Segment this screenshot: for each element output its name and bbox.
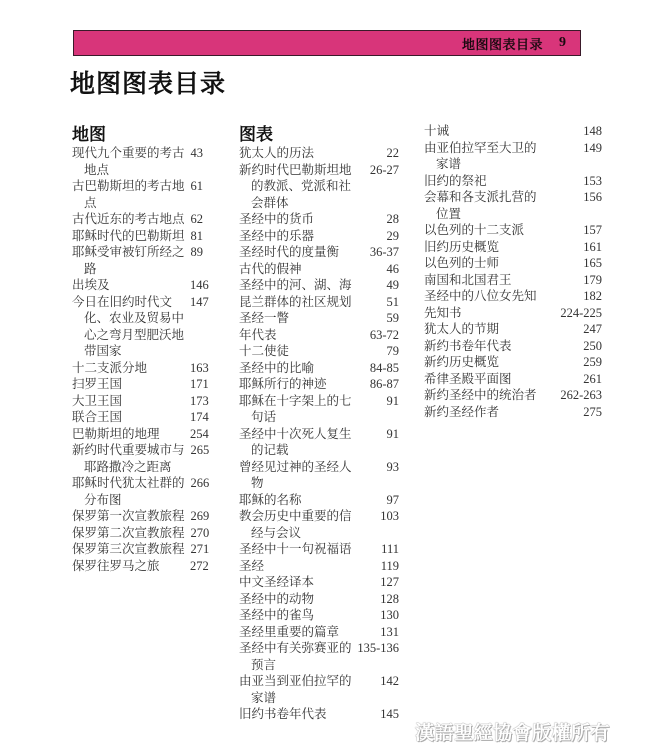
charts-list xyxy=(239,145,399,723)
toc-entry[interactable] xyxy=(72,475,222,508)
entry-title xyxy=(72,376,184,393)
toc-entry[interactable] xyxy=(239,211,399,228)
entry-title xyxy=(239,558,345,575)
entry-title-line: 圣经里重要的篇章 xyxy=(239,623,340,639)
entry-page-number: 79 xyxy=(386,344,399,358)
entry-page-number: 103 xyxy=(380,509,399,523)
entry-page-number: 49 xyxy=(386,278,399,292)
toc-entry[interactable] xyxy=(424,404,602,421)
entry-title-line: 古代的假神 xyxy=(239,260,302,276)
entry-title-line: 圣经一瞥 xyxy=(239,310,290,325)
toc-entry[interactable] xyxy=(239,343,399,360)
entry-page-number: 51 xyxy=(386,294,399,309)
toc-entry[interactable] xyxy=(239,376,399,393)
entry-title-line: 会群体 xyxy=(251,194,289,210)
entry-title-line: 耶稣的名称 xyxy=(239,491,302,507)
entry-title xyxy=(72,393,184,410)
toc-entry[interactable] xyxy=(424,222,602,239)
entry-title-line: 圣经中的河、湖、海 xyxy=(239,277,352,292)
entry-title-line: 旧约的祭祀 xyxy=(424,172,487,188)
toc-entry[interactable] xyxy=(72,376,222,393)
entry-title xyxy=(424,321,542,338)
entry-title xyxy=(239,426,352,459)
entry-page-number: 156 xyxy=(583,190,602,204)
toc-entry[interactable] xyxy=(424,288,602,305)
entry-title-line: 新约圣经作者 xyxy=(424,403,500,419)
entry-page-number: 262-263 xyxy=(560,388,602,402)
entry-page-number: 275 xyxy=(583,404,602,419)
entry-title-line: 带国家 xyxy=(84,343,122,358)
toc-entry[interactable] xyxy=(239,426,399,459)
maps-list xyxy=(72,145,222,574)
entry-page-number: 131 xyxy=(380,624,399,639)
entry-page-number: 119 xyxy=(380,558,399,573)
entry-title xyxy=(239,607,345,624)
entry-page-number: 269 xyxy=(190,509,210,523)
entry-title-line: 保罗第三次宣教旅程 xyxy=(72,541,185,556)
toc-entry[interactable] xyxy=(239,558,399,575)
entry-page-number: 165 xyxy=(583,256,602,270)
entry-page-number: 28 xyxy=(386,212,399,226)
entry-title-line: 路 xyxy=(84,260,97,276)
entry-title xyxy=(239,508,352,541)
toc-entry[interactable] xyxy=(239,393,399,426)
entry-title xyxy=(239,673,352,706)
entry-page-number: 128 xyxy=(380,591,399,606)
toc-entry[interactable] xyxy=(424,354,602,371)
toc-entry[interactable] xyxy=(72,508,222,525)
entry-title-line: 联合王国 xyxy=(72,409,123,424)
entry-page-number: 142 xyxy=(380,674,399,688)
entry-title xyxy=(239,459,352,492)
entry-title-line: 先知书 xyxy=(424,304,462,320)
entry-page-number: 147 xyxy=(190,294,209,309)
entry-title-line: 耶稣时代犹太社群的 xyxy=(72,475,185,490)
entry-title-line: 十二支派分地 xyxy=(72,359,148,375)
entry-title-line: 圣经中的乐器 xyxy=(239,227,315,243)
entry-page-number: 63-72 xyxy=(369,327,399,342)
entry-page-number: 271 xyxy=(190,542,210,556)
entry-title xyxy=(72,409,184,426)
entry-title-line: 新约历史概览 xyxy=(424,354,500,369)
toc-entry[interactable] xyxy=(239,228,399,245)
entry-title xyxy=(424,338,542,355)
entry-page-number: 84-85 xyxy=(369,360,399,375)
toc-entry[interactable] xyxy=(239,459,399,492)
entry-title xyxy=(72,508,185,525)
charts-continued-column xyxy=(424,123,602,420)
toc-entry[interactable] xyxy=(239,244,399,261)
entry-title-line: 预言 xyxy=(251,656,277,672)
entry-page-number: 261 xyxy=(583,371,602,386)
entry-title-line: 圣经 xyxy=(239,557,265,573)
entry-title-line: 经与会议 xyxy=(251,524,302,540)
toc-entry[interactable] xyxy=(72,211,222,228)
entry-title-line: 耶稣时代的巴勒斯坦 xyxy=(72,227,185,243)
charts-continued-list xyxy=(424,123,602,420)
entry-title xyxy=(239,244,345,261)
toc-entry[interactable] xyxy=(239,591,399,608)
entry-title-line: 昆兰群体的社区规划 xyxy=(239,293,352,309)
entry-title-line: 犹太人的节期 xyxy=(424,321,500,336)
entry-page-number: 157 xyxy=(583,223,602,237)
maps-heading: 地图 xyxy=(72,125,106,145)
entry-page-number: 93 xyxy=(386,459,399,474)
entry-title-line: 耶稣在十字架上的七 xyxy=(239,392,352,408)
toc-entry[interactable] xyxy=(239,294,399,311)
entry-page-number: 224-225 xyxy=(560,305,602,320)
entry-title xyxy=(239,310,345,327)
toc-entry[interactable] xyxy=(239,508,399,541)
entry-page-number: 259 xyxy=(583,355,602,369)
entry-title xyxy=(424,371,542,388)
entry-title-line: 中文圣经译本 xyxy=(239,574,315,589)
entry-title xyxy=(424,123,542,140)
entry-title-line: 会幕和各支派扎营的 xyxy=(424,189,537,204)
entry-title xyxy=(239,591,345,608)
entry-title-line: 新约圣经中的统治者 xyxy=(424,387,537,402)
entry-title xyxy=(239,706,345,723)
toc-entry[interactable] xyxy=(424,189,602,222)
entry-title-line: 曾经见过神的圣经人 xyxy=(239,458,352,474)
entry-title xyxy=(72,558,184,575)
toc-entry[interactable] xyxy=(72,277,222,294)
charts-column xyxy=(239,124,399,723)
toc-entry[interactable] xyxy=(424,371,602,388)
entry-page-number: 171 xyxy=(190,377,209,391)
toc-entry[interactable] xyxy=(239,541,399,558)
entry-title xyxy=(72,426,184,443)
entry-title xyxy=(72,294,184,360)
entry-title-line: 大卫王国 xyxy=(72,392,123,408)
toc-entry[interactable] xyxy=(239,574,399,591)
entry-title-line: 耶稣受审被钉所经之 xyxy=(72,244,185,259)
entry-page-number: 61 xyxy=(190,179,204,193)
entry-title xyxy=(72,277,184,294)
entry-page-number: 111 xyxy=(381,542,399,556)
toc-entry[interactable] xyxy=(239,277,399,294)
entry-page-number: 182 xyxy=(583,289,602,303)
toc-entry[interactable] xyxy=(424,255,602,272)
entry-title xyxy=(424,222,542,239)
toc-entry[interactable] xyxy=(72,409,222,426)
entry-page-number: 161 xyxy=(583,239,602,254)
entry-title-line: 年代表 xyxy=(239,326,277,342)
entry-title xyxy=(239,624,345,641)
entry-title xyxy=(424,255,542,272)
entry-title xyxy=(239,640,352,673)
entry-page-number: 272 xyxy=(190,558,209,573)
entry-page-number: 266 xyxy=(190,476,210,490)
toc-entry[interactable] xyxy=(424,140,602,173)
entry-title-line: 圣经中的比喻 xyxy=(239,359,315,375)
toc-entry[interactable] xyxy=(72,244,222,277)
toc-entry[interactable] xyxy=(239,607,399,624)
entry-title-line: 圣经中的八位女先知 xyxy=(424,288,537,303)
entry-title-line: 古代近东的考古地点 xyxy=(72,211,185,226)
entry-page-number: 173 xyxy=(190,393,209,408)
entry-title-line: 保罗第一次宣教旅程 xyxy=(72,508,185,523)
entry-title xyxy=(424,305,542,322)
entry-title xyxy=(239,541,352,558)
toc-entry[interactable] xyxy=(72,558,222,575)
entry-title-line: 由亚当到亚伯拉罕的 xyxy=(239,673,352,688)
entry-page-number: 149 xyxy=(583,140,602,155)
entry-title-line: 化、农业及贸易中 xyxy=(84,310,185,325)
entry-title-line: 现代九个重要的考古 xyxy=(72,145,185,160)
toc-entry[interactable] xyxy=(239,145,399,162)
toc-entry[interactable] xyxy=(239,310,399,327)
entry-title-line: 圣经中十一句祝福语 xyxy=(239,541,352,556)
entry-page-number: 148 xyxy=(583,124,602,138)
charts-heading: 图表 xyxy=(239,125,273,145)
entry-page-number: 265 xyxy=(190,443,210,457)
toc-entry[interactable] xyxy=(72,541,222,558)
entry-title-line: 分布图 xyxy=(84,491,122,507)
entry-title xyxy=(239,277,352,294)
entry-page-number: 29 xyxy=(386,228,399,243)
entry-page-number: 146 xyxy=(190,278,209,292)
toc-entry[interactable] xyxy=(72,228,222,245)
entry-title xyxy=(239,492,345,509)
entry-title-line: 圣经中的动物 xyxy=(239,590,315,606)
entry-page-number: 22 xyxy=(386,146,399,160)
toc-entry[interactable] xyxy=(239,673,399,706)
entry-page-number: 145 xyxy=(380,707,399,721)
toc-entry[interactable] xyxy=(72,178,222,211)
entry-title xyxy=(424,140,542,173)
toc-entry[interactable] xyxy=(424,123,602,140)
entry-page-number: 91 xyxy=(386,426,399,441)
entry-title-line: 家谱 xyxy=(251,689,277,705)
entry-title xyxy=(424,189,542,222)
toc-entry[interactable] xyxy=(72,360,222,377)
entry-title xyxy=(239,261,345,278)
entry-page-number: 270 xyxy=(190,525,210,540)
entry-title-line: 保罗往罗马之旅 xyxy=(72,557,160,573)
entry-title-line: 新约书卷年代表 xyxy=(424,337,512,353)
entry-title xyxy=(239,343,345,360)
entry-title-line: 出埃及 xyxy=(72,277,110,292)
entry-title-line: 圣经中十次死人复生 xyxy=(239,425,352,441)
toc-entry[interactable] xyxy=(239,624,399,641)
toc-entry[interactable] xyxy=(239,261,399,278)
entry-title-line: 犹太人的历法 xyxy=(239,145,315,160)
entry-page-number: 91 xyxy=(386,393,399,408)
entry-title xyxy=(72,211,185,228)
toc-entry[interactable] xyxy=(72,442,222,475)
entry-title xyxy=(424,354,542,371)
entry-title xyxy=(72,475,185,508)
entry-title xyxy=(239,574,345,591)
entry-title xyxy=(72,360,184,377)
toc-entry[interactable] xyxy=(239,162,399,212)
entry-title xyxy=(72,541,185,558)
entry-title xyxy=(239,376,345,393)
entry-page-number: 135-136 xyxy=(357,641,399,655)
entry-title-line: 点 xyxy=(84,194,97,210)
entry-title-line: 新约时代重要城市与 xyxy=(72,442,185,457)
toc-entry[interactable] xyxy=(72,525,222,542)
toc-entry[interactable] xyxy=(424,173,602,190)
running-title: 地图图表目录 xyxy=(461,37,543,53)
entry-page-number: 86-87 xyxy=(369,377,399,391)
entry-title xyxy=(239,294,352,311)
entry-title-line: 心之弯月型肥沃地 xyxy=(84,326,185,342)
entry-title xyxy=(239,327,345,344)
entry-title-line: 十诫 xyxy=(424,123,450,138)
entry-title-line: 的记载 xyxy=(251,442,289,457)
entry-title-line: 圣经中有关弥赛亚的 xyxy=(239,640,352,655)
entry-title-line: 希律圣殿平面图 xyxy=(424,370,512,386)
entry-title-line: 地点 xyxy=(84,161,110,177)
entry-title-line: 教会历史中重要的信 xyxy=(239,508,352,523)
entry-page-number: 43 xyxy=(190,146,204,160)
maps-column xyxy=(72,124,222,574)
copyright-watermark: 漢語聖經協會版權所有 xyxy=(415,722,611,744)
entry-page-number: 250 xyxy=(583,338,602,353)
entry-title-line: 圣经中的雀鸟 xyxy=(239,607,315,622)
entry-page-number: 62 xyxy=(190,212,204,226)
toc-entry[interactable] xyxy=(424,387,602,404)
entry-title-line: 圣经时代的度量衡 xyxy=(239,244,340,259)
running-header-bar xyxy=(73,30,581,56)
entry-title-line: 扫罗王国 xyxy=(72,376,123,391)
entry-title-line: 以色列的十二支派 xyxy=(424,222,525,237)
toc-entry[interactable] xyxy=(72,294,222,360)
entry-title xyxy=(424,387,542,404)
entry-page-number: 130 xyxy=(380,608,399,622)
entry-title-line: 古巴勒斯坦的考古地 xyxy=(72,178,185,193)
toc-entry[interactable] xyxy=(239,640,399,673)
entry-title-line: 家谱 xyxy=(436,156,462,171)
entry-title xyxy=(239,162,352,212)
toc-entry[interactable] xyxy=(72,145,222,178)
entry-title xyxy=(72,525,185,542)
toc-entry[interactable] xyxy=(424,321,602,338)
toc-entry[interactable] xyxy=(239,360,399,377)
toc-entry[interactable] xyxy=(239,706,399,723)
entry-title xyxy=(424,173,542,190)
entry-title-line: 耶稣所行的神迹 xyxy=(239,376,327,391)
entry-title-line: 由亚伯拉罕至大卫的 xyxy=(424,139,537,155)
entry-title xyxy=(424,404,542,421)
entry-title xyxy=(424,239,542,256)
entry-title-line: 新约时代巴勒斯坦地 xyxy=(239,161,352,177)
entry-page-number: 26-27 xyxy=(369,162,399,177)
entry-page-number: 46 xyxy=(386,261,399,276)
entry-title-line: 南国和北国君王 xyxy=(424,271,512,287)
entry-title-line: 以色列的士师 xyxy=(424,255,500,270)
toc-entry[interactable] xyxy=(424,272,602,289)
entry-title-line: 旧约历史概览 xyxy=(424,238,500,254)
entry-page-number: 254 xyxy=(190,426,209,441)
entry-title-line: 的教派、党派和社 xyxy=(251,178,352,193)
entry-page-number: 89 xyxy=(190,245,204,259)
page-title: 地图图表目录 xyxy=(70,69,227,98)
entry-title xyxy=(72,145,185,178)
toc-entry[interactable] xyxy=(424,239,602,256)
toc-entry[interactable] xyxy=(72,426,222,443)
entry-title-line: 十二使徒 xyxy=(239,343,290,358)
toc-entry[interactable] xyxy=(239,492,399,509)
entry-page-number: 59 xyxy=(386,311,399,325)
entry-title-line: 保罗第二次宣教旅程 xyxy=(72,524,185,540)
entry-title xyxy=(72,178,185,211)
toc-entry[interactable] xyxy=(72,393,222,410)
toc-entry[interactable] xyxy=(424,305,602,322)
entry-title xyxy=(239,145,345,162)
entry-title xyxy=(239,393,352,426)
entry-title-line: 今日在旧约时代文 xyxy=(72,293,173,309)
entry-title-line: 耶路撒冷之距离 xyxy=(84,458,172,474)
page-number: 9 xyxy=(559,35,566,50)
entry-title xyxy=(239,360,345,377)
entry-page-number: 36-37 xyxy=(369,245,399,259)
entry-title xyxy=(239,211,345,228)
entry-title xyxy=(424,272,542,289)
entry-page-number: 127 xyxy=(380,575,399,589)
toc-entry[interactable] xyxy=(239,327,399,344)
entry-page-number: 153 xyxy=(583,173,602,188)
entry-title-line: 巴勒斯坦的地理 xyxy=(72,425,160,441)
entry-title-line: 旧约书卷年代表 xyxy=(239,706,327,721)
entry-page-number: 81 xyxy=(190,228,204,243)
entry-title-line: 位置 xyxy=(436,205,462,221)
entry-title-line: 句话 xyxy=(251,409,277,424)
toc-entry[interactable] xyxy=(424,338,602,355)
entry-title xyxy=(72,228,185,245)
entry-page-number: 247 xyxy=(583,322,602,336)
entry-title xyxy=(424,288,542,305)
entry-title-line: 圣经中的货币 xyxy=(239,211,315,226)
entry-title-line: 物 xyxy=(251,475,264,490)
entry-page-number: 179 xyxy=(583,272,602,287)
entry-title xyxy=(72,244,185,277)
entry-page-number: 174 xyxy=(190,410,209,424)
entry-title xyxy=(72,442,185,475)
entry-page-number: 163 xyxy=(190,360,209,375)
entry-page-number: 97 xyxy=(386,492,399,507)
entry-title xyxy=(239,228,345,245)
